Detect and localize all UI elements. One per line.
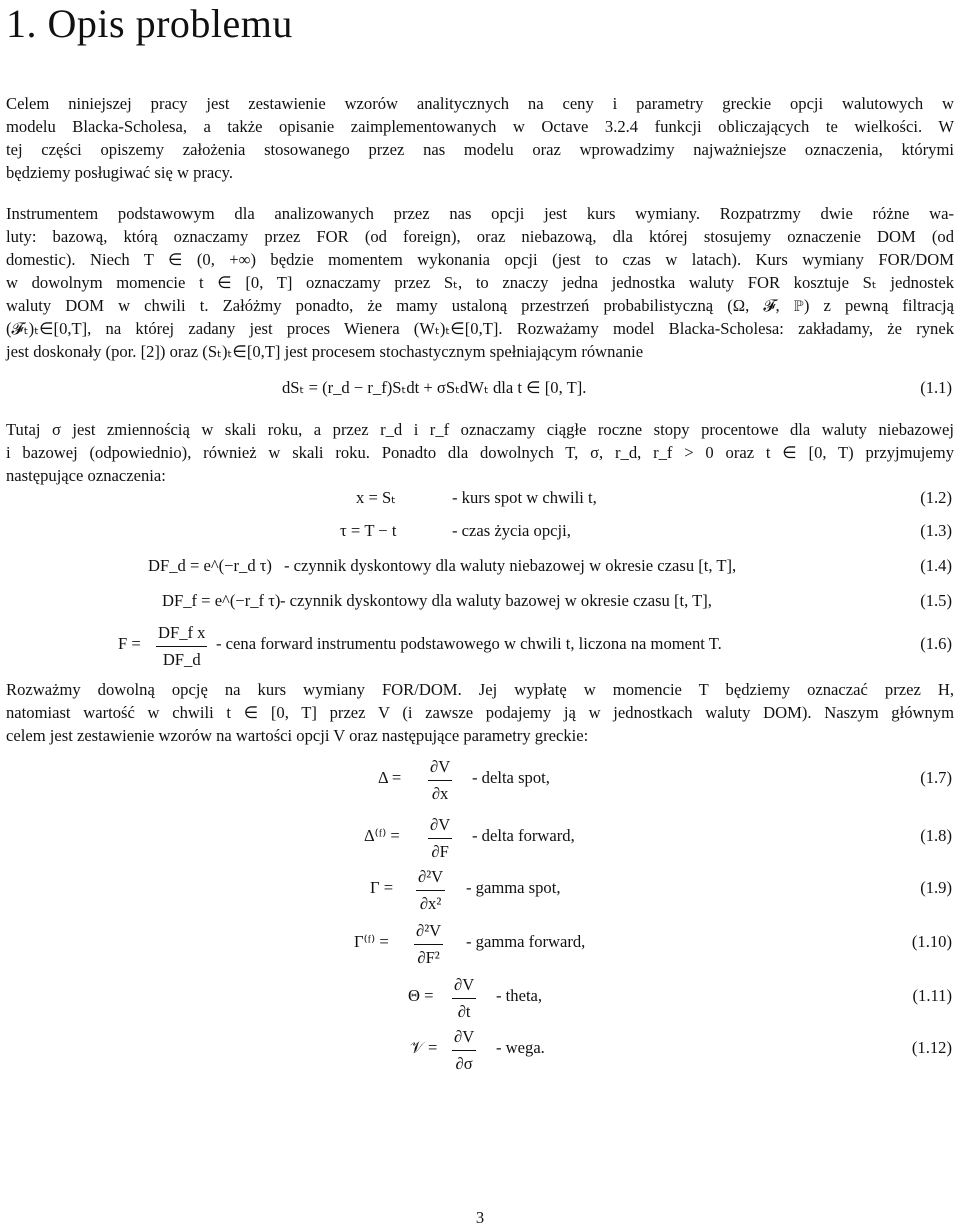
- fraction-denominator: ∂x: [431, 784, 449, 803]
- equation-lhs: DF_f = e^(−r_f τ): [162, 591, 281, 610]
- equation-fraction: [448, 974, 480, 1023]
- fraction-numerator: ∂V: [428, 756, 452, 781]
- fraction-numerator: ∂V: [428, 814, 452, 839]
- equation-lhs: Θ =: [408, 986, 434, 1005]
- equation-desc: - kurs spot w chwili t,: [452, 488, 597, 507]
- equation-number: (1.3): [920, 521, 952, 540]
- equation-fraction: [448, 1026, 480, 1075]
- text-line: Celem niniejszej pracy jest zestawienie wzorów analitycznych na ceny i parametry greckie opcji walutowych w: [6, 94, 954, 113]
- equation-desc: - delta spot,: [472, 768, 550, 787]
- equation-1-10: [0, 920, 960, 970]
- equation-fraction: [424, 756, 456, 805]
- equation-lhs: x = Sₜ: [356, 488, 397, 507]
- equation-desc: - gamma forward,: [466, 932, 586, 951]
- text-line: tej części opiszemy założenia stosowanego przez nas modelu oraz wprowadzimy najważniejsze oznaczenia, którymi: [6, 140, 954, 159]
- paragraph-intro: [6, 92, 954, 184]
- equation-number: (1.9): [920, 878, 952, 897]
- fraction-numerator: ∂V: [452, 974, 476, 999]
- equation-1-2: [0, 488, 960, 518]
- text-line: celem jest zestawienie wzorów na wartości opcji V oraz następujące parametry greckie:: [6, 726, 589, 745]
- paragraph-greeks: [6, 678, 954, 747]
- text-line: następujące oznaczenia:: [6, 466, 166, 485]
- equation-lhs: 𝒱 =: [410, 1038, 438, 1057]
- equation-fraction: [412, 866, 449, 915]
- section-heading: 1. Opis problemu: [6, 1, 293, 46]
- equation-desc: - czynnik dyskontowy dla waluty bazowej w okresie czasu [t, T],: [280, 591, 712, 610]
- equation-1-11: [0, 974, 960, 1024]
- text-line: Rozważmy dowolną opcję na kurs wymiany FOR/DOM. Jej wypłatę w momencie T będziemy oznaczać przez H,: [6, 680, 954, 699]
- text-line: waluty DOM w chwili t. Załóżmy ponadto, że mamy ustaloną przestrzeń probabilistyczną (Ω, 𝓕, ℙ) z pewną filtracją: [6, 296, 954, 315]
- paragraph-model: [6, 202, 954, 363]
- equation-lhs: τ = T − t: [340, 521, 397, 540]
- text-line: będziemy posługiwać się w pracy.: [6, 163, 234, 182]
- equation-number: (1.8): [920, 826, 952, 845]
- equation-lhs: Δ =: [378, 768, 402, 787]
- equation-desc: - czas życia opcji,: [452, 521, 571, 540]
- fraction-denominator: DF_d: [162, 650, 201, 669]
- equation-lhs: DF_d = e^(−r_d τ): [148, 556, 272, 575]
- text-line: luty: bazową, którą oznaczamy przez FOR (od foreign), oraz niebazową, dla której stosujemy oznaczenie DOM (od: [6, 227, 954, 246]
- equation-number: (1.5): [920, 591, 952, 610]
- text-line: modelu Blacka-Scholesa, a także opisanie zaimplementowanych w Octave 3.2.4 funkcji obliczających te wielkości. W: [6, 117, 954, 136]
- equation-1-6: [0, 622, 960, 672]
- equation-1-1: [0, 378, 960, 408]
- text-line: w dowolnym momencie t ∈ [0, T] oznaczamy przez Sₜ, to znaczy jedna jednostka waluty FOR kosztuje Sₜ jednostek: [6, 273, 954, 292]
- equation-lhs: Δ⁽ᶠ⁾ =: [364, 826, 400, 845]
- equation-lhs: F =: [118, 634, 141, 653]
- equation-1-5: [0, 591, 960, 621]
- equation-desc: - gamma spot,: [466, 878, 561, 897]
- fraction-numerator: ∂²V: [414, 920, 443, 945]
- text-line: (𝓕ₜ)ₜ∈[0,T], na której zadany jest proces Wienera (Wₜ)ₜ∈[0,T]. Rozważamy model Blacka-Scholesa: zakładamy, że rynek: [6, 319, 954, 338]
- fraction-numerator: DF_f x: [156, 622, 207, 647]
- equation-lhs: Γ⁽ᶠ⁾ =: [354, 932, 389, 951]
- equation-number: (1.2): [920, 488, 952, 507]
- equation-desc: - wega.: [496, 1038, 545, 1057]
- text-line: Tutaj σ jest zmiennością w skali roku, a przez r_d i r_f oznaczamy ciągłe roczne stopy procentowe dla waluty niebazowej: [6, 420, 954, 439]
- equation-desc: - cena forward instrumentu podstawowego w chwili t, liczona na moment T.: [216, 634, 722, 653]
- equation-desc: - delta forward,: [472, 826, 575, 845]
- page-number: 3: [475, 1208, 485, 1227]
- equation-1-8: [0, 814, 960, 864]
- text-line: jest doskonały (por. [2]) oraz (Sₜ)ₜ∈[0,T] jest procesem stochastycznym spełniającym równanie: [6, 342, 644, 361]
- text-line: domestic). Niech T ∈ (0, +∞) będzie momentem wykonania opcji (jest to czas w latach). Kurs wymiany FOR/DOM: [6, 250, 954, 269]
- fraction-numerator: ∂²V: [416, 866, 445, 891]
- text-line: Instrumentem podstawowym dla analizowanych przez nas opcji jest kurs wymiany. Rozpatrzmy dwie różne wa-: [6, 204, 954, 223]
- fraction-denominator: ∂F: [431, 842, 449, 861]
- text-line: natomiast wartość w chwili t ∈ [0, T] przez V (i zawsze podajemy ją w jednostkach waluty DOM). Naszym głównym: [6, 703, 954, 722]
- equation-desc: - czynnik dyskontowy dla waluty niebazowej w okresie czasu [t, T],: [284, 556, 737, 575]
- equation-number: (1.4): [920, 556, 952, 575]
- equation-1-3: [0, 521, 960, 551]
- equation-1-7: [0, 756, 960, 806]
- paragraph-notation: [6, 418, 954, 487]
- fraction-denominator: ∂t: [457, 1002, 471, 1021]
- equation-1-4: [0, 556, 960, 586]
- equation-number: (1.6): [920, 634, 952, 653]
- fraction-denominator: ∂σ: [455, 1054, 473, 1073]
- equation-number: (1.7): [920, 768, 952, 787]
- fraction-denominator: ∂F²: [417, 948, 440, 967]
- fraction-denominator: ∂x²: [419, 894, 442, 913]
- fraction-numerator: ∂V: [452, 1026, 476, 1051]
- equation-fraction: [424, 814, 456, 863]
- text-line: i bazowej (odpowiednio), również w skali roku. Ponadto dla dowolnych T, σ, r_d, r_f > 0 oraz t ∈ [0, T) przyjmujemy: [6, 443, 954, 462]
- equation-lhs: Γ =: [370, 878, 394, 897]
- equation-1-9: [0, 866, 960, 916]
- equation-number: (1.10): [911, 932, 952, 951]
- equation-1-12: [0, 1026, 960, 1076]
- equation-fraction: [152, 622, 211, 671]
- equation-number: (1.12): [911, 1038, 952, 1057]
- equation-number: (1.1): [920, 378, 952, 397]
- equation-desc: - theta,: [496, 986, 543, 1005]
- equation-body: dSₜ = (r_d − r_f)Sₜdt + σSₜdWₜ dla t ∈ [0, T].: [282, 378, 587, 397]
- equation-fraction: [410, 920, 447, 969]
- equation-number: (1.11): [912, 986, 952, 1005]
